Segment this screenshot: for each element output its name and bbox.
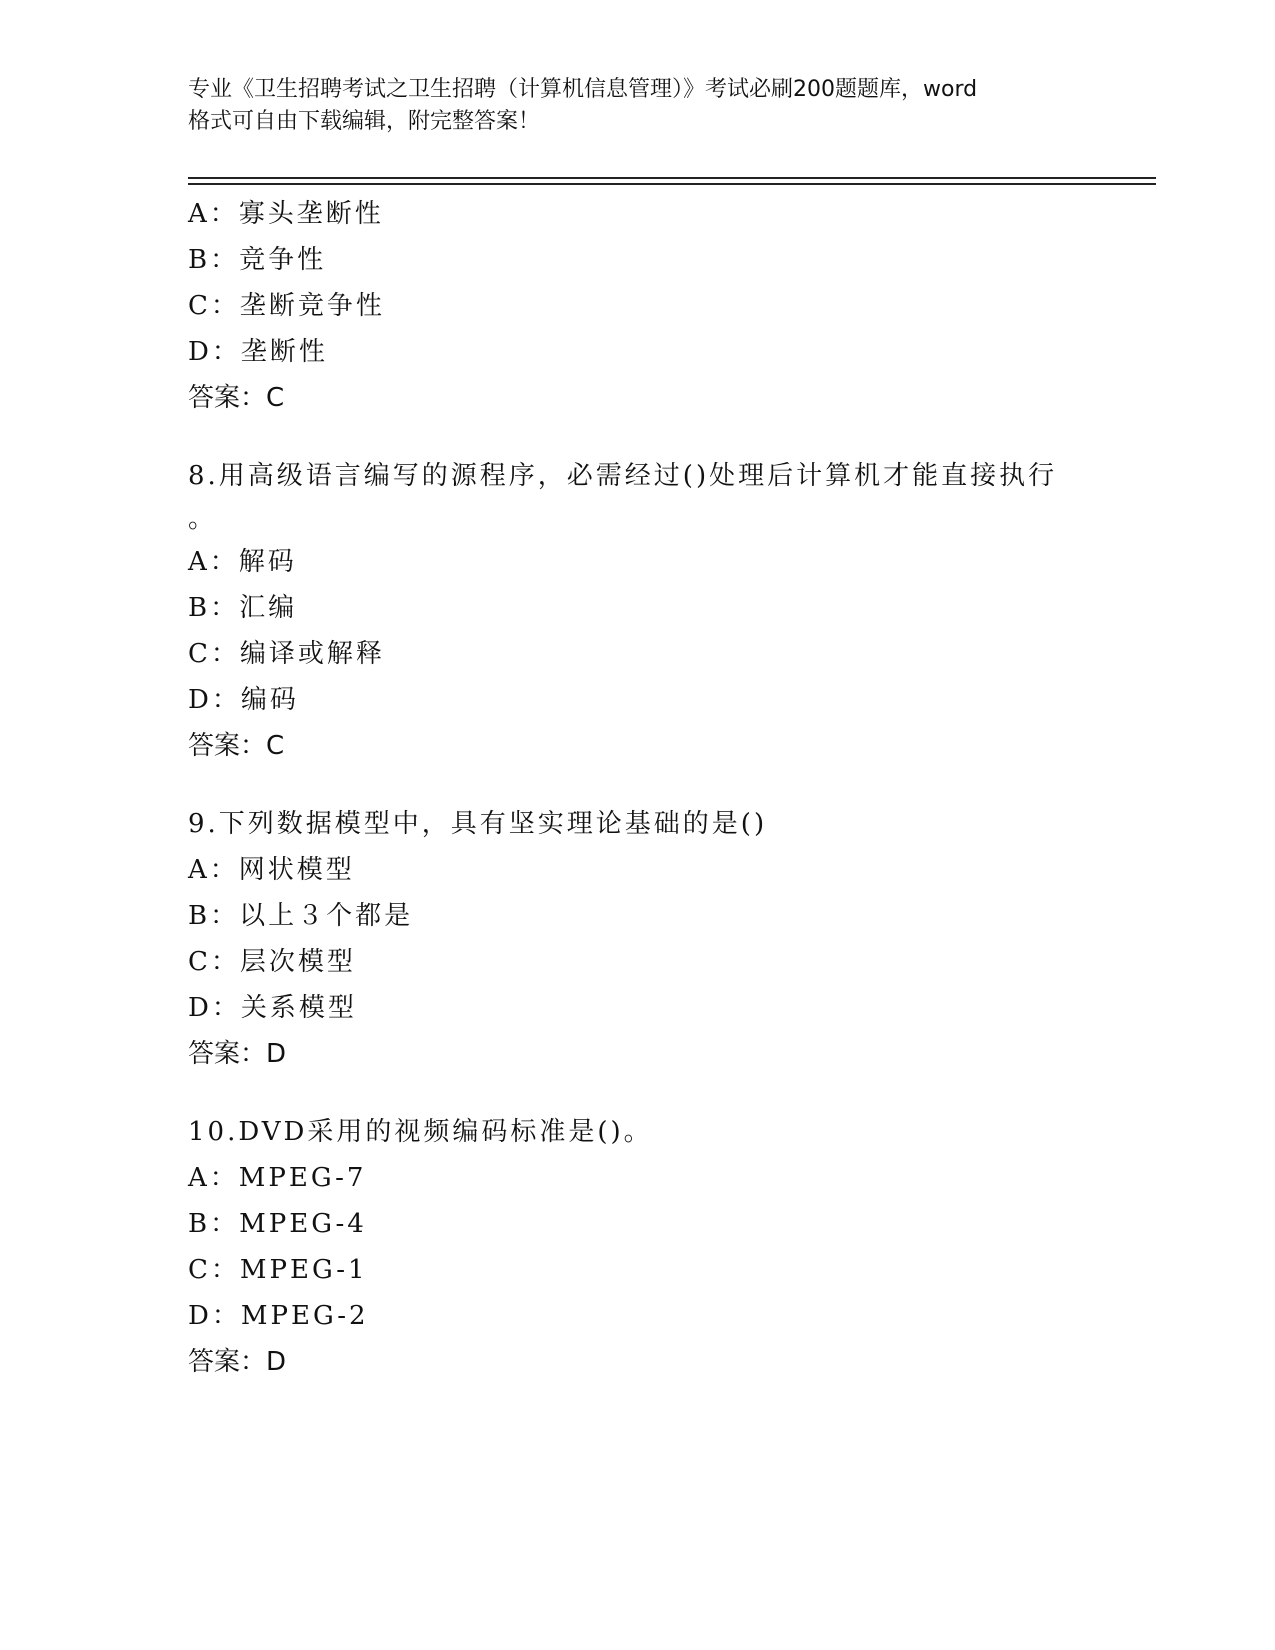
document-header	[188, 74, 1088, 138]
spacer	[188, 1077, 1088, 1109]
question-title-continuation: 。	[188, 504, 218, 534]
spacer	[188, 421, 1088, 453]
option-d: D：关系模型	[188, 993, 357, 1023]
question-9	[188, 801, 1088, 1077]
question-title: 9.下列数据模型中，具有坚实理论基础的是()	[188, 809, 768, 839]
option-b: B：MPEG-4	[188, 1209, 367, 1239]
option-b: B：汇编	[188, 593, 298, 623]
question-title: 10.DVD采用的视频编码标准是()。	[188, 1117, 653, 1147]
header-divider-top	[188, 177, 1156, 179]
answer: 答案：D	[188, 1347, 287, 1377]
header-line-2: 格式可自由下载编辑，附完整答案！	[188, 109, 541, 134]
question-7	[188, 191, 1088, 421]
spacer	[188, 769, 1088, 801]
option-a: A：网状模型	[188, 855, 355, 885]
answer: 答案：D	[188, 1039, 287, 1069]
question-title: 8.用高级语言编写的源程序，必需经过()处理后计算机才能直接执行	[188, 461, 1058, 491]
option-b: B：竞争性	[188, 245, 327, 275]
option-c: C：垄断竞争性	[188, 291, 385, 321]
answer: 答案：C	[188, 731, 285, 761]
question-10	[188, 1109, 1088, 1385]
option-c: C：MPEG-1	[188, 1255, 368, 1285]
option-b: B：以上３个都是	[188, 901, 414, 931]
option-c: C：编译或解释	[188, 639, 385, 669]
answer: 答案：C	[188, 383, 285, 413]
option-a: A：解码	[188, 547, 297, 577]
header-line-1: 专业《卫生招聘考试之卫生招聘（计算机信息管理）》考试必刷200题题库，word	[188, 77, 978, 102]
question-list	[188, 191, 1088, 1385]
header-divider-bottom	[188, 183, 1156, 185]
option-c: C：层次模型	[188, 947, 356, 977]
option-a: A：MPEG-7	[188, 1163, 367, 1193]
option-d: D：MPEG-2	[188, 1301, 369, 1331]
question-8	[188, 453, 1088, 769]
option-d: D：编码	[188, 685, 299, 715]
option-d: D：垄断性	[188, 337, 328, 367]
option-a: A：寡头垄断性	[188, 199, 384, 229]
